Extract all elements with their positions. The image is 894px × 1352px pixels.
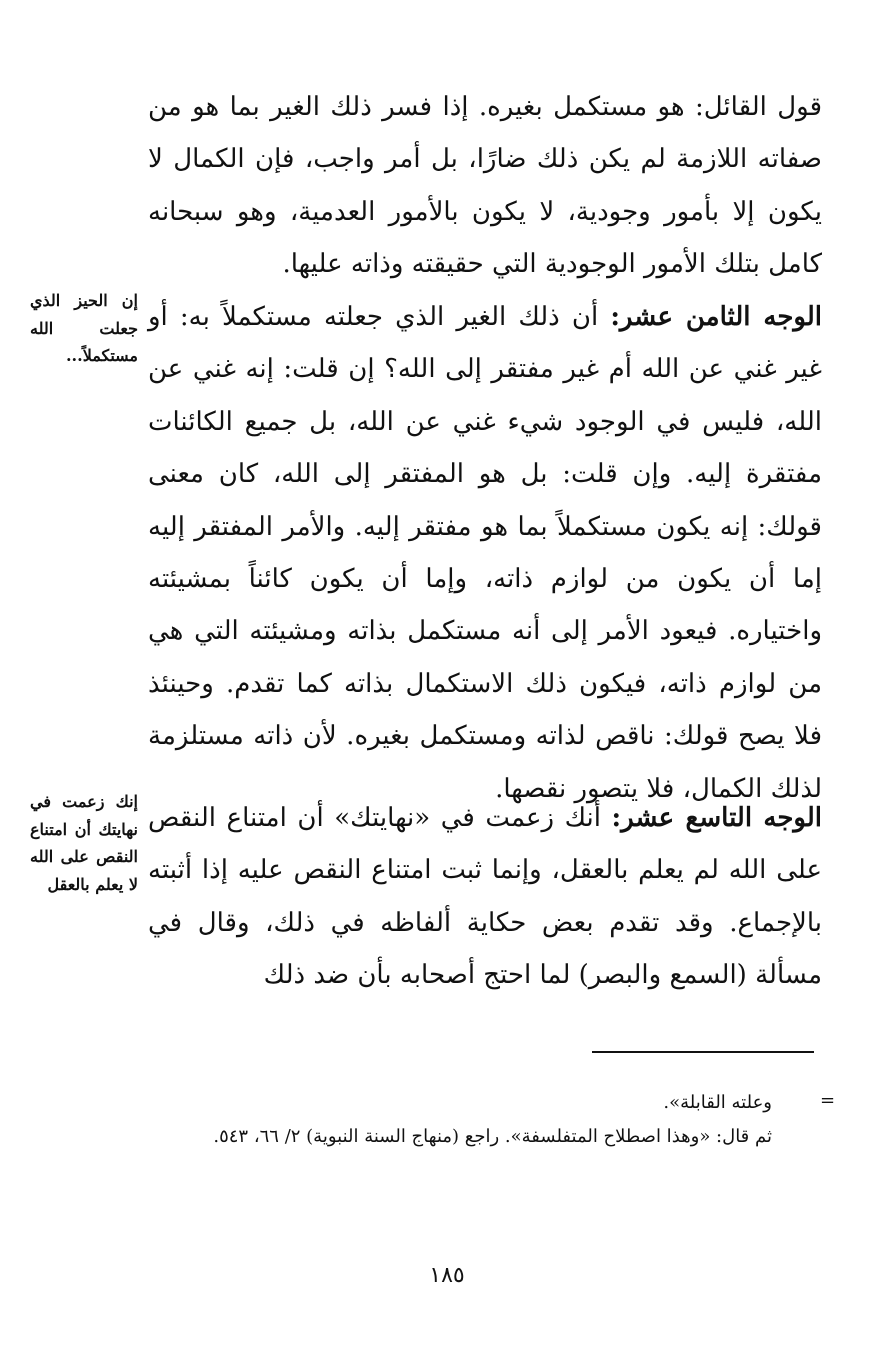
paragraph-2-text: أن ذلك الغير الذي جعلته مستكملاً به: أو غير غني عن الله أم غير مفتقر إلى الله؟ إن قلت: إنه غني عن الله، فليس في الوجود شيء غني عن الله، بل جميع الكائنات مفتقرة إليه. وإن قلت: بل هو المفتقر إلى الله، كان معنى قولك: إنه يكون مستكملاً بما هو مفتقر إليه. والأمر المفتقر إليه إما أن يكون من لوازم ذاته، وإما أن يكون كائناً بمشيئته واختياره. فيعود الأمر إلى أنه مستكمل بذاته ومشيئته التي هي من لوازم ذاته، فيكون ذلك الاستكمال بذاته كما تقدم. وحينئذ فلا يصح قولك: ناقص لذاته ومستكمل بغيره. لأن ذاته مستلزمة لذلك الكمال، فلا يتصور نقصها. xyxy=(148,302,822,804)
paragraph-1-text: قول القائل: هو مستكمل بغيره. إذا فسر ذلك الغير بما هو من صفاته اللازمة لم يكن ذلك ضارًا، بل أمر واجب، فإن الكمال لا يكون إلا بأمور وجودية، لا يكون بالأمور العدمية، وهو سبحانه كامل بتلك الأمور الوجودية التي حقيقته وذاته عليها. xyxy=(148,92,822,280)
paragraph-3 xyxy=(148,792,822,1002)
margin-note-2: إنك زعمت في نهايتك أن امتناع النقص على الله لا يعلم بالعقل xyxy=(30,792,138,894)
paragraph-3-text: أنك زعمت في «نهايتك» أن امتناع النقص على الله لم يعلم بالعقل، وإنما ثبت امتناع النقص عليه إذا أثبته بالإجماع. وقد تقدم بعض حكاية ألفاظه في ذلك، وقال في مسألة (السمع والبصر) لما احتج أصحابه بأن ضد ذلك xyxy=(148,803,822,991)
footnote-continuation-marker: = xyxy=(820,1090,836,1111)
page-number: ١٨٥ xyxy=(429,1263,465,1288)
paragraph-3-heading: الوجه التاسع عشر: xyxy=(611,803,822,833)
footnote-divider xyxy=(592,1051,814,1053)
footnote-line-2: ثم قال: «وهذا اصطلاح المتفلسفة». راجع (منهاج السنة النبوية) ٢/ ٦٦، ٥٤٣. xyxy=(213,1126,772,1147)
paragraph-1 xyxy=(148,81,822,291)
footnote-line-1: وعلته القابلة». xyxy=(663,1092,772,1113)
paragraph-2 xyxy=(148,291,822,815)
margin-note-1: إن الحيز الذي جعلت الله مستكملاً... xyxy=(30,291,138,365)
paragraph-2-heading: الوجه الثامن عشر: xyxy=(610,302,822,332)
